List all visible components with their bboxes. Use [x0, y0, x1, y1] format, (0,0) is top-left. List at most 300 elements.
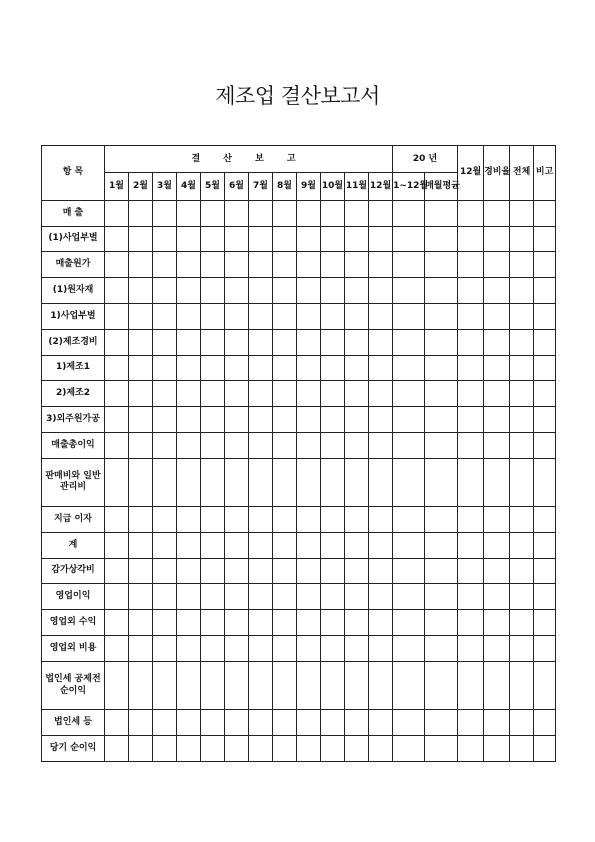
- value-cell[interactable]: [345, 532, 369, 558]
- value-cell[interactable]: [225, 226, 249, 252]
- value-cell[interactable]: [534, 584, 556, 610]
- value-cell[interactable]: [153, 507, 177, 533]
- value-cell[interactable]: [393, 507, 425, 533]
- value-cell[interactable]: [225, 252, 249, 278]
- value-cell[interactable]: [105, 661, 129, 710]
- value-cell[interactable]: [393, 736, 425, 762]
- value-cell[interactable]: [458, 610, 484, 636]
- value-cell[interactable]: [225, 736, 249, 762]
- value-cell[interactable]: [153, 610, 177, 636]
- value-cell[interactable]: [297, 736, 321, 762]
- value-cell[interactable]: [458, 458, 484, 507]
- value-cell[interactable]: [273, 226, 297, 252]
- value-cell[interactable]: [484, 278, 510, 304]
- value-cell[interactable]: [534, 736, 556, 762]
- value-cell[interactable]: [321, 661, 345, 710]
- value-cell[interactable]: [153, 584, 177, 610]
- value-cell[interactable]: [249, 329, 273, 355]
- value-cell[interactable]: [201, 710, 225, 736]
- value-cell[interactable]: [510, 304, 534, 330]
- value-cell[interactable]: [297, 226, 321, 252]
- value-cell[interactable]: [225, 407, 249, 433]
- value-cell[interactable]: [273, 610, 297, 636]
- value-cell[interactable]: [249, 252, 273, 278]
- value-cell[interactable]: [393, 610, 425, 636]
- value-cell[interactable]: [534, 661, 556, 710]
- value-cell[interactable]: [345, 381, 369, 407]
- value-cell[interactable]: [273, 458, 297, 507]
- value-cell[interactable]: [321, 432, 345, 458]
- value-cell[interactable]: [105, 610, 129, 636]
- value-cell[interactable]: [510, 532, 534, 558]
- value-cell[interactable]: [484, 532, 510, 558]
- value-cell[interactable]: [201, 381, 225, 407]
- value-cell[interactable]: [105, 432, 129, 458]
- value-cell[interactable]: [249, 381, 273, 407]
- value-cell[interactable]: [484, 407, 510, 433]
- value-cell[interactable]: [393, 407, 425, 433]
- value-cell[interactable]: [225, 381, 249, 407]
- value-cell[interactable]: [369, 407, 393, 433]
- value-cell[interactable]: [177, 252, 201, 278]
- value-cell[interactable]: [345, 584, 369, 610]
- value-cell[interactable]: [510, 584, 534, 610]
- value-cell[interactable]: [201, 584, 225, 610]
- value-cell[interactable]: [297, 432, 321, 458]
- value-cell[interactable]: [201, 252, 225, 278]
- value-cell[interactable]: [393, 278, 425, 304]
- value-cell[interactable]: [249, 304, 273, 330]
- value-cell[interactable]: [321, 278, 345, 304]
- value-cell[interactable]: [484, 226, 510, 252]
- value-cell[interactable]: [484, 329, 510, 355]
- value-cell[interactable]: [345, 558, 369, 584]
- value-cell[interactable]: [425, 532, 458, 558]
- value-cell[interactable]: [201, 610, 225, 636]
- value-cell[interactable]: [297, 278, 321, 304]
- value-cell[interactable]: [177, 304, 201, 330]
- value-cell[interactable]: [345, 329, 369, 355]
- value-cell[interactable]: [297, 355, 321, 381]
- value-cell[interactable]: [249, 610, 273, 636]
- value-cell[interactable]: [105, 329, 129, 355]
- value-cell[interactable]: [249, 532, 273, 558]
- value-cell[interactable]: [129, 736, 153, 762]
- value-cell[interactable]: [484, 661, 510, 710]
- value-cell[interactable]: [393, 710, 425, 736]
- value-cell[interactable]: [510, 507, 534, 533]
- value-cell[interactable]: [153, 252, 177, 278]
- value-cell[interactable]: [393, 226, 425, 252]
- value-cell[interactable]: [534, 252, 556, 278]
- value-cell[interactable]: [345, 432, 369, 458]
- value-cell[interactable]: [321, 710, 345, 736]
- value-cell[interactable]: [321, 636, 345, 662]
- value-cell[interactable]: [458, 407, 484, 433]
- value-cell[interactable]: [273, 584, 297, 610]
- value-cell[interactable]: [510, 636, 534, 662]
- value-cell[interactable]: [201, 329, 225, 355]
- value-cell[interactable]: [484, 710, 510, 736]
- value-cell[interactable]: [510, 710, 534, 736]
- value-cell[interactable]: [129, 458, 153, 507]
- value-cell[interactable]: [273, 407, 297, 433]
- value-cell[interactable]: [129, 252, 153, 278]
- value-cell[interactable]: [425, 407, 458, 433]
- value-cell[interactable]: [425, 200, 458, 226]
- value-cell[interactable]: [510, 200, 534, 226]
- value-cell[interactable]: [425, 381, 458, 407]
- value-cell[interactable]: [129, 200, 153, 226]
- value-cell[interactable]: [225, 200, 249, 226]
- value-cell[interactable]: [297, 200, 321, 226]
- value-cell[interactable]: [153, 710, 177, 736]
- value-cell[interactable]: [153, 458, 177, 507]
- value-cell[interactable]: [345, 226, 369, 252]
- value-cell[interactable]: [129, 532, 153, 558]
- value-cell[interactable]: [249, 226, 273, 252]
- value-cell[interactable]: [105, 304, 129, 330]
- value-cell[interactable]: [273, 558, 297, 584]
- value-cell[interactable]: [129, 661, 153, 710]
- value-cell[interactable]: [297, 710, 321, 736]
- value-cell[interactable]: [534, 636, 556, 662]
- value-cell[interactable]: [105, 458, 129, 507]
- value-cell[interactable]: [369, 558, 393, 584]
- value-cell[interactable]: [273, 636, 297, 662]
- value-cell[interactable]: [153, 355, 177, 381]
- value-cell[interactable]: [534, 558, 556, 584]
- value-cell[interactable]: [458, 226, 484, 252]
- value-cell[interactable]: [369, 304, 393, 330]
- value-cell[interactable]: [321, 610, 345, 636]
- value-cell[interactable]: [345, 407, 369, 433]
- value-cell[interactable]: [129, 636, 153, 662]
- value-cell[interactable]: [201, 304, 225, 330]
- value-cell[interactable]: [321, 226, 345, 252]
- value-cell[interactable]: [345, 458, 369, 507]
- value-cell[interactable]: [129, 355, 153, 381]
- value-cell[interactable]: [321, 532, 345, 558]
- value-cell[interactable]: [177, 710, 201, 736]
- value-cell[interactable]: [534, 355, 556, 381]
- value-cell[interactable]: [369, 226, 393, 252]
- value-cell[interactable]: [321, 584, 345, 610]
- value-cell[interactable]: [177, 458, 201, 507]
- value-cell[interactable]: [129, 407, 153, 433]
- value-cell[interactable]: [425, 226, 458, 252]
- value-cell[interactable]: [458, 661, 484, 710]
- value-cell[interactable]: [153, 226, 177, 252]
- value-cell[interactable]: [534, 458, 556, 507]
- value-cell[interactable]: [297, 584, 321, 610]
- value-cell[interactable]: [345, 278, 369, 304]
- value-cell[interactable]: [105, 278, 129, 304]
- value-cell[interactable]: [225, 710, 249, 736]
- value-cell[interactable]: [345, 636, 369, 662]
- value-cell[interactable]: [393, 532, 425, 558]
- value-cell[interactable]: [484, 584, 510, 610]
- value-cell[interactable]: [201, 200, 225, 226]
- value-cell[interactable]: [321, 458, 345, 507]
- value-cell[interactable]: [321, 252, 345, 278]
- value-cell[interactable]: [105, 558, 129, 584]
- value-cell[interactable]: [225, 507, 249, 533]
- value-cell[interactable]: [105, 252, 129, 278]
- value-cell[interactable]: [177, 278, 201, 304]
- value-cell[interactable]: [458, 584, 484, 610]
- value-cell[interactable]: [425, 252, 458, 278]
- value-cell[interactable]: [484, 200, 510, 226]
- value-cell[interactable]: [297, 381, 321, 407]
- value-cell[interactable]: [201, 226, 225, 252]
- value-cell[interactable]: [177, 507, 201, 533]
- value-cell[interactable]: [484, 507, 510, 533]
- value-cell[interactable]: [425, 507, 458, 533]
- value-cell[interactable]: [297, 507, 321, 533]
- value-cell[interactable]: [201, 532, 225, 558]
- value-cell[interactable]: [425, 329, 458, 355]
- value-cell[interactable]: [153, 432, 177, 458]
- value-cell[interactable]: [177, 432, 201, 458]
- value-cell[interactable]: [534, 610, 556, 636]
- value-cell[interactable]: [425, 636, 458, 662]
- value-cell[interactable]: [153, 532, 177, 558]
- value-cell[interactable]: [510, 355, 534, 381]
- value-cell[interactable]: [129, 304, 153, 330]
- value-cell[interactable]: [458, 558, 484, 584]
- value-cell[interactable]: [297, 304, 321, 330]
- value-cell[interactable]: [129, 432, 153, 458]
- value-cell[interactable]: [249, 355, 273, 381]
- value-cell[interactable]: [105, 407, 129, 433]
- value-cell[interactable]: [105, 355, 129, 381]
- value-cell[interactable]: [458, 381, 484, 407]
- value-cell[interactable]: [393, 355, 425, 381]
- value-cell[interactable]: [321, 558, 345, 584]
- value-cell[interactable]: [249, 558, 273, 584]
- value-cell[interactable]: [458, 252, 484, 278]
- value-cell[interactable]: [369, 252, 393, 278]
- value-cell[interactable]: [345, 736, 369, 762]
- value-cell[interactable]: [273, 710, 297, 736]
- value-cell[interactable]: [177, 407, 201, 433]
- value-cell[interactable]: [225, 610, 249, 636]
- value-cell[interactable]: [345, 710, 369, 736]
- value-cell[interactable]: [534, 381, 556, 407]
- value-cell[interactable]: [153, 558, 177, 584]
- value-cell[interactable]: [321, 407, 345, 433]
- value-cell[interactable]: [297, 558, 321, 584]
- value-cell[interactable]: [458, 355, 484, 381]
- value-cell[interactable]: [129, 558, 153, 584]
- value-cell[interactable]: [369, 329, 393, 355]
- value-cell[interactable]: [369, 458, 393, 507]
- value-cell[interactable]: [273, 200, 297, 226]
- value-cell[interactable]: [484, 432, 510, 458]
- value-cell[interactable]: [273, 661, 297, 710]
- value-cell[interactable]: [153, 278, 177, 304]
- value-cell[interactable]: [425, 661, 458, 710]
- value-cell[interactable]: [484, 381, 510, 407]
- value-cell[interactable]: [273, 329, 297, 355]
- value-cell[interactable]: [484, 610, 510, 636]
- value-cell[interactable]: [425, 304, 458, 330]
- value-cell[interactable]: [345, 304, 369, 330]
- value-cell[interactable]: [425, 736, 458, 762]
- value-cell[interactable]: [458, 532, 484, 558]
- value-cell[interactable]: [510, 381, 534, 407]
- value-cell[interactable]: [129, 610, 153, 636]
- value-cell[interactable]: [393, 432, 425, 458]
- value-cell[interactable]: [369, 507, 393, 533]
- value-cell[interactable]: [201, 432, 225, 458]
- value-cell[interactable]: [273, 381, 297, 407]
- value-cell[interactable]: [177, 329, 201, 355]
- value-cell[interactable]: [105, 710, 129, 736]
- value-cell[interactable]: [225, 458, 249, 507]
- value-cell[interactable]: [201, 636, 225, 662]
- value-cell[interactable]: [510, 407, 534, 433]
- value-cell[interactable]: [129, 329, 153, 355]
- value-cell[interactable]: [393, 381, 425, 407]
- value-cell[interactable]: [369, 736, 393, 762]
- value-cell[interactable]: [225, 432, 249, 458]
- value-cell[interactable]: [249, 584, 273, 610]
- value-cell[interactable]: [345, 610, 369, 636]
- value-cell[interactable]: [425, 558, 458, 584]
- value-cell[interactable]: [345, 355, 369, 381]
- value-cell[interactable]: [249, 507, 273, 533]
- value-cell[interactable]: [105, 532, 129, 558]
- value-cell[interactable]: [510, 661, 534, 710]
- value-cell[interactable]: [369, 278, 393, 304]
- value-cell[interactable]: [321, 304, 345, 330]
- value-cell[interactable]: [484, 558, 510, 584]
- value-cell[interactable]: [369, 381, 393, 407]
- value-cell[interactable]: [458, 636, 484, 662]
- value-cell[interactable]: [201, 661, 225, 710]
- value-cell[interactable]: [534, 278, 556, 304]
- value-cell[interactable]: [345, 661, 369, 710]
- value-cell[interactable]: [249, 200, 273, 226]
- value-cell[interactable]: [458, 507, 484, 533]
- value-cell[interactable]: [225, 329, 249, 355]
- value-cell[interactable]: [273, 304, 297, 330]
- value-cell[interactable]: [369, 532, 393, 558]
- value-cell[interactable]: [225, 636, 249, 662]
- value-cell[interactable]: [105, 507, 129, 533]
- value-cell[interactable]: [484, 458, 510, 507]
- value-cell[interactable]: [484, 304, 510, 330]
- value-cell[interactable]: [369, 355, 393, 381]
- value-cell[interactable]: [321, 736, 345, 762]
- value-cell[interactable]: [273, 736, 297, 762]
- value-cell[interactable]: [321, 355, 345, 381]
- value-cell[interactable]: [105, 636, 129, 662]
- value-cell[interactable]: [393, 584, 425, 610]
- value-cell[interactable]: [534, 432, 556, 458]
- value-cell[interactable]: [534, 304, 556, 330]
- value-cell[interactable]: [129, 584, 153, 610]
- value-cell[interactable]: [369, 610, 393, 636]
- value-cell[interactable]: [273, 278, 297, 304]
- value-cell[interactable]: [177, 532, 201, 558]
- value-cell[interactable]: [458, 329, 484, 355]
- value-cell[interactable]: [458, 432, 484, 458]
- value-cell[interactable]: [201, 458, 225, 507]
- value-cell[interactable]: [177, 584, 201, 610]
- value-cell[interactable]: [510, 736, 534, 762]
- value-cell[interactable]: [297, 610, 321, 636]
- value-cell[interactable]: [369, 200, 393, 226]
- value-cell[interactable]: [201, 407, 225, 433]
- value-cell[interactable]: [510, 558, 534, 584]
- value-cell[interactable]: [510, 610, 534, 636]
- value-cell[interactable]: [225, 278, 249, 304]
- value-cell[interactable]: [510, 458, 534, 507]
- value-cell[interactable]: [321, 329, 345, 355]
- value-cell[interactable]: [425, 710, 458, 736]
- value-cell[interactable]: [425, 278, 458, 304]
- value-cell[interactable]: [369, 636, 393, 662]
- value-cell[interactable]: [273, 355, 297, 381]
- value-cell[interactable]: [369, 432, 393, 458]
- value-cell[interactable]: [425, 458, 458, 507]
- value-cell[interactable]: [249, 636, 273, 662]
- value-cell[interactable]: [321, 507, 345, 533]
- value-cell[interactable]: [458, 710, 484, 736]
- value-cell[interactable]: [153, 304, 177, 330]
- value-cell[interactable]: [273, 252, 297, 278]
- value-cell[interactable]: [458, 278, 484, 304]
- value-cell[interactable]: [369, 661, 393, 710]
- value-cell[interactable]: [153, 407, 177, 433]
- value-cell[interactable]: [458, 736, 484, 762]
- value-cell[interactable]: [225, 532, 249, 558]
- value-cell[interactable]: [225, 304, 249, 330]
- value-cell[interactable]: [534, 329, 556, 355]
- value-cell[interactable]: [129, 381, 153, 407]
- value-cell[interactable]: [393, 636, 425, 662]
- value-cell[interactable]: [369, 710, 393, 736]
- value-cell[interactable]: [201, 736, 225, 762]
- value-cell[interactable]: [510, 226, 534, 252]
- value-cell[interactable]: [345, 252, 369, 278]
- value-cell[interactable]: [393, 200, 425, 226]
- value-cell[interactable]: [153, 661, 177, 710]
- value-cell[interactable]: [249, 458, 273, 507]
- value-cell[interactable]: [345, 507, 369, 533]
- value-cell[interactable]: [393, 329, 425, 355]
- value-cell[interactable]: [297, 636, 321, 662]
- value-cell[interactable]: [484, 736, 510, 762]
- value-cell[interactable]: [393, 252, 425, 278]
- value-cell[interactable]: [177, 200, 201, 226]
- value-cell[interactable]: [153, 381, 177, 407]
- value-cell[interactable]: [225, 558, 249, 584]
- value-cell[interactable]: [177, 736, 201, 762]
- value-cell[interactable]: [393, 661, 425, 710]
- value-cell[interactable]: [129, 226, 153, 252]
- value-cell[interactable]: [105, 736, 129, 762]
- value-cell[interactable]: [510, 432, 534, 458]
- value-cell[interactable]: [177, 226, 201, 252]
- value-cell[interactable]: [249, 278, 273, 304]
- value-cell[interactable]: [249, 710, 273, 736]
- value-cell[interactable]: [297, 329, 321, 355]
- value-cell[interactable]: [273, 507, 297, 533]
